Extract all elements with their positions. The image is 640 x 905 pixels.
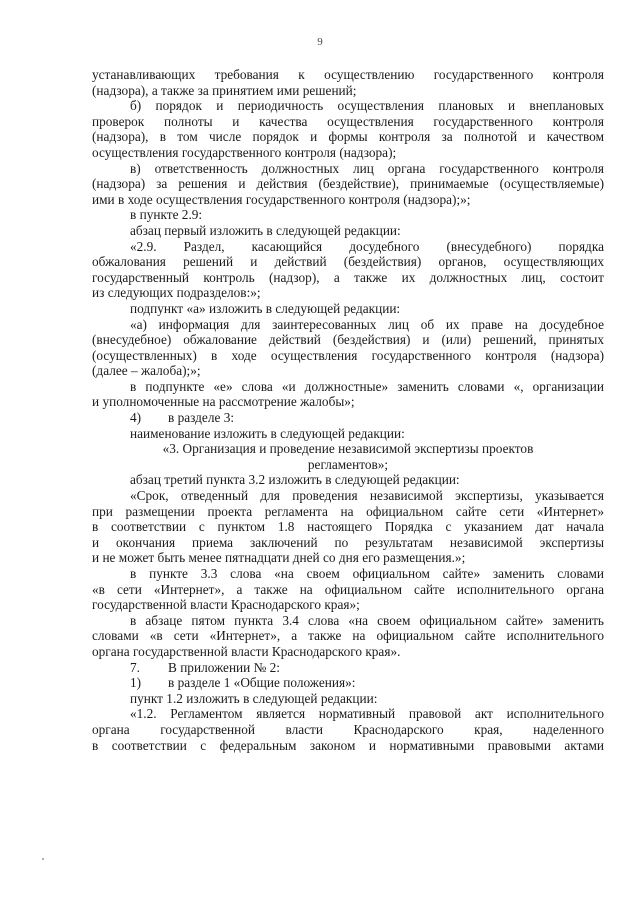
text-line: устанавливающих требования к осуществлению государственного контроля (92, 67, 604, 82)
text-line: подпункт «а» изложить в следующей редакции: (130, 300, 401, 316)
text-line: «в сети «Интернет», а также на официальном сайте исполнительного органа (92, 581, 604, 597)
text-line: из следующих подразделов:»; (92, 285, 261, 301)
text-line: органа государственной власти Краснодарского края». (92, 643, 401, 659)
text-line: (далее – жалоба);»; (92, 363, 201, 379)
text-line: наименование изложить в следующей редакции: (130, 425, 405, 441)
text-line: в пункте 3.3 слова «на своем официальном сайте» заменить словами (130, 566, 604, 581)
page-number: 9 (317, 36, 323, 48)
text-line: регламентов»; (307, 456, 389, 472)
text-line: в подпункте «е» слова «и должностные» заменить словами «, организации (130, 378, 604, 394)
text-line: ими в ходе осуществления государственного контроля (надзора);»; (92, 191, 471, 207)
text-line: (надзора), а также за принятием ими решений; (92, 82, 357, 98)
document-body (92, 67, 604, 753)
text-line: государственный контроль (надзор), а также их должностных лиц, состоит (92, 269, 604, 285)
text-line: (осуществленных) в ходе осуществления государственного контроля (надзора) (92, 347, 604, 363)
text-line: при размещении проекта регламента на официальном сайте сети «Интернет» (92, 503, 604, 519)
item-number: 7. (130, 659, 140, 675)
text-line: и не может быть менее пятнадцати дней со дня его размещения.»; (92, 550, 466, 566)
text-line: пункт 1.2 изложить в следующей редакции: (130, 690, 378, 706)
text-line: государственной власти Краснодарского края»; (92, 597, 360, 613)
text-line: в соответствии с пунктом 1.8 настоящего Порядка с указанием дат начала (92, 519, 604, 535)
numbered-item (92, 660, 604, 676)
text-line: органа государственной власти Краснодарского края, наделенного (92, 721, 604, 737)
text-line: проверок полноты и качества осуществления государственного контроля (92, 113, 604, 129)
numbered-item (92, 675, 604, 691)
text-line: обжалования решений и действий (бездействия) органов, осуществляющих (92, 254, 604, 270)
text-line: «а) информация для заинтересованных лиц об их праве на досудебное (130, 316, 604, 332)
text-line: «2.9. Раздел, касающийся досудебного (внесудебного) порядка (130, 238, 604, 254)
text-line: и окончания приема заключений по результатам независимой экспертизы (92, 534, 604, 550)
text-line: в разделе 3: (168, 410, 235, 426)
text-line: в соответствии с федеральным законом и нормативными правовыми актами (92, 737, 604, 753)
text-line: и уполномоченные на рассмотрение жалобы»; (92, 394, 355, 410)
text-line: в пункте 2.9: (130, 207, 203, 223)
text-line: (надзора) за решения и действия (бездействие), принимаемые (осуществляемые) (92, 176, 604, 192)
text-line: б) порядок и периодичность осуществления плановых и внеплановых (130, 98, 604, 114)
text-line: «Срок, отведенный для проведения независимой экспертизы, указывается (130, 488, 604, 504)
item-number: 4) (130, 410, 142, 426)
text-line: словами «в сети «Интернет», а также на официальном сайте исполнительного (92, 628, 604, 644)
text-line: абзац третий пункта 3.2 изложить в следующей редакции: (130, 472, 460, 488)
text-line: «3. Организация и проведение независимой экспертизы проектов (162, 441, 534, 457)
text-line: «1.2. Регламентом является нормативный правовой акт исполнительного (130, 706, 604, 722)
text-line: в) ответственность должностных лиц органа государственного контроля (130, 160, 604, 176)
text-line: в разделе 1 «Общие положения»: (168, 675, 356, 691)
text-line: (внесудебное) обжалование действий (бездействия) и (или) решений, принятых (92, 332, 604, 348)
item-number: 1) (130, 675, 142, 691)
text-line: (надзора), в том числе порядок и формы контроля за полнотой и качеством (92, 129, 604, 145)
scan-speck (42, 858, 44, 860)
text-line: в абзаце пятом пункта 3.4 слова «на своем официальном сайте» заменить (130, 612, 604, 628)
text-line: осуществления государственного контроля (надзора); (92, 144, 397, 160)
text-line: В приложении № 2: (168, 659, 280, 675)
text-line: абзац первый изложить в следующей редакции: (130, 222, 401, 238)
numbered-item (92, 410, 604, 426)
